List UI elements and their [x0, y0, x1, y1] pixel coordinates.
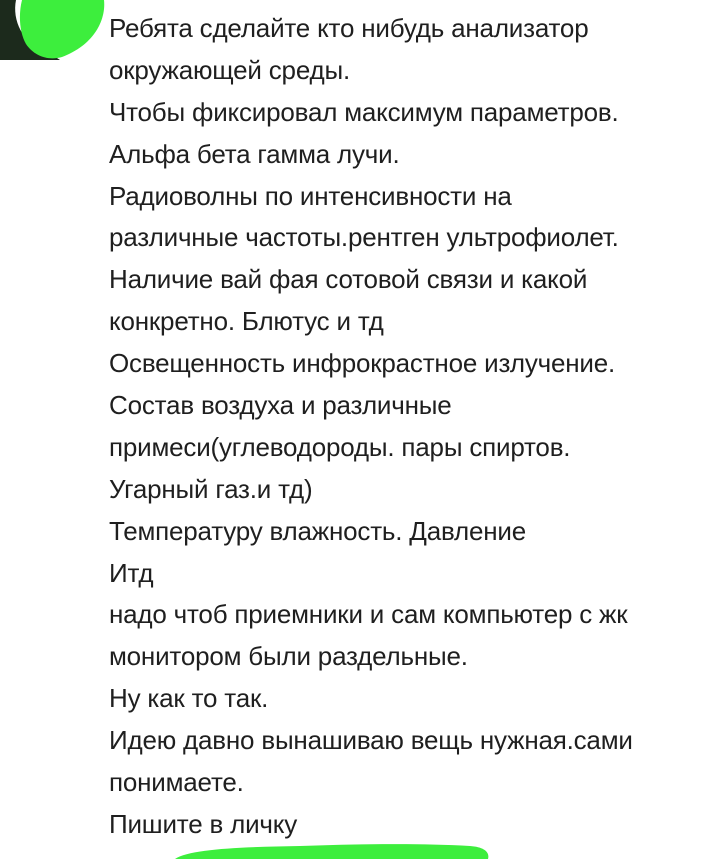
post-line: Пишите в личку [109, 808, 298, 839]
post-line: Итд [109, 557, 154, 588]
post-line: Угарный газ.и тд) [109, 473, 313, 504]
avatar[interactable] [0, 0, 110, 60]
post-line: Ну как то так. [109, 683, 269, 714]
post-line: Альфа бета гамма лучи. [109, 138, 400, 169]
post-line: Освещенность инфрокрастное излучение. [109, 348, 616, 379]
post-line: конкретно. Блютус и тд [109, 306, 384, 337]
avatar-icon [0, 0, 110, 60]
post-line: Радиоволны по интенсивности на [109, 180, 512, 211]
post-line: понимаете. [109, 767, 244, 798]
post-line: Наличие вай фая сотовой связи и какой [109, 264, 588, 295]
post-line: примеси(углеводороды. пары спиртов. [109, 431, 571, 462]
post-line: Ребята сделайте кто нибудь анализатор [109, 13, 589, 43]
post-line: различные частоты.рентген ультрофиолет. [109, 222, 619, 253]
post-line: надо чтоб приемники и сам компьютер с жк [109, 599, 628, 630]
post-body [109, 8, 709, 846]
post-line: Чтобы фиксировал максимум параметров. [109, 96, 619, 127]
post-line: Температуру влажность. Давление [109, 515, 526, 546]
post-line: Идею давно вынашиваю вещь нужная.сами [109, 725, 633, 756]
post-line: Состав воздуха и различные [109, 390, 452, 421]
post-line: монитором были раздельные. [109, 641, 468, 672]
post-line: окружающей среды. [109, 54, 350, 85]
